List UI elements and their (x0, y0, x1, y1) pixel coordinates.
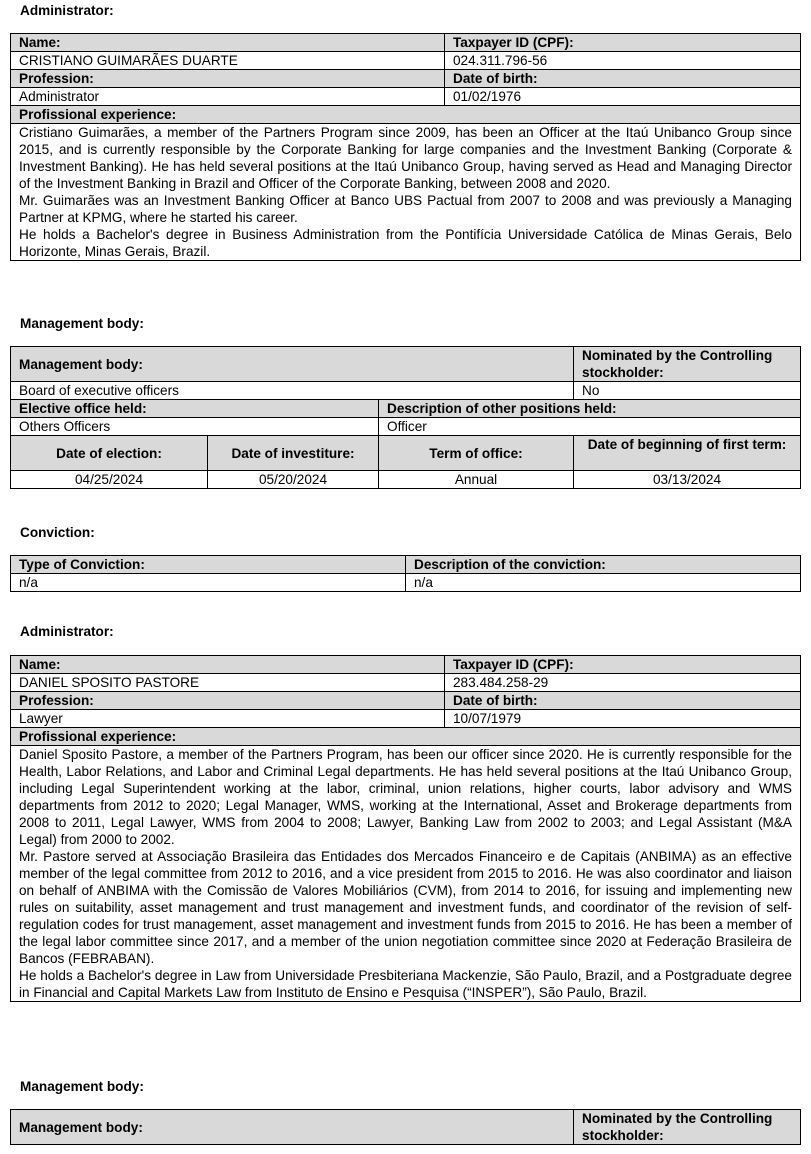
experience-label: Profissional experience: (11, 106, 801, 124)
cpf-label: Taxpayer ID (CPF): (445, 656, 801, 674)
profession-value: Lawyer (11, 710, 445, 728)
conviction-table (10, 555, 801, 592)
investiture-date-value: 05/20/2024 (208, 471, 379, 489)
nominated-value: No (574, 382, 801, 400)
other-positions-label: Description of other positions held: (379, 400, 801, 418)
conviction-description-label: Description of the conviction: (406, 556, 801, 574)
cpf-label: Taxpayer ID (CPF): (445, 34, 801, 52)
name-value: DANIEL SPOSITO PASTORE (11, 674, 445, 692)
name-value: CRISTIANO GUIMARÃES DUARTE (11, 52, 445, 70)
elective-office-value: Others Officers (11, 418, 379, 436)
section-title-administrator: Administrator: (20, 3, 114, 18)
administrator-table (10, 655, 801, 1002)
term-value: Annual (379, 471, 574, 489)
dob-label: Date of birth: (445, 692, 801, 710)
dob-value: 01/02/1976 (445, 88, 801, 106)
management-body-label: Management body: (11, 1110, 574, 1145)
section-title-conviction: Conviction: (20, 525, 95, 540)
management-body-value: Board of executive officers (11, 382, 574, 400)
dob-label: Date of birth: (445, 70, 801, 88)
experience-paragraph: Cristiano Guimarães, a member of the Partners Program since 2009, has been an Officer at the Itaú Unibanco Group since 2015, and is currently responsible by the Corporate Banking for large companies and the Investment Banking (Corporate & Investment Banking). He has held several positions at the Itaú Unibanco Group, having served as Head and Managing Director of the Investment Banking in Brazil and Officer of the Corporate Banking, between 2008 and 2020. (19, 125, 792, 191)
experience-text (11, 124, 801, 261)
conviction-description-value: n/a (406, 574, 801, 592)
management-body-table (10, 1109, 801, 1145)
section-title-management-body: Management body: (20, 316, 144, 331)
profession-value: Administrator (11, 88, 445, 106)
conviction-type-value: n/a (11, 574, 406, 592)
conviction-type-label: Type of Conviction: (11, 556, 406, 574)
nominated-label: Nominated by the Controlling stockholder: (574, 1110, 801, 1145)
experience-label: Profissional experience: (11, 728, 801, 746)
experience-paragraph: Daniel Sposito Pastore, a member of the Partners Program, has been our officer since 2020. He is currently responsible for the Health, Labor Relations, and Labor and Criminal Legal departments. He has held several positions at the Itaú Unibanco Group, including Legal Superintendent working at the labor, criminal, union relations, higher courts, labor advisory and WMS departments from 2012 to 2020; Legal Manager, WMS, working at the International, Asset and Brokerage departments from 2008 to 2011, Legal Lawyer, WMS from 2004 to 2008; Lawyer, Banking Law from 2002 to 2003; and Legal Assistant (M&A Legal) from 2000 to 2002. (19, 747, 792, 847)
elective-office-label: Elective office held: (11, 400, 379, 418)
experience-paragraph: He holds a Bachelor's degree in Business Administration from the Pontifícia Universidade Católica de Minas Gerais, Belo Horizonte, Minas Gerais, Brazil. (19, 227, 792, 259)
experience-paragraph: Mr. Guimarães was an Investment Banking Officer at Banco UBS Pactual from 2007 to 2008 and was previously a Managing Partner at KPMG, where he started his career. (19, 193, 792, 225)
profession-label: Profession: (11, 692, 445, 710)
first-term-value: 03/13/2024 (574, 471, 801, 489)
experience-paragraph: Mr. Pastore served at Associação Brasileira das Entidades dos Mercados Financeiro e de Capitais (ANBIMA) as an effective member of the legal committee from 2012 to 2016, and a vice president from 2015 to 2016. He was also coordinator and liaison on behalf of ANBIMA with the Comissão de Valores Mobiliários (CVM), from 2014 to 2016, for issuing and implementing new rules on suitability, asset management and trust management and investment funds, and coordinator of the revision of self-regulation codes for trust management, asset management and investment funds from 2015 to 2016. He has been a member of the legal labor committee since 2017, and a member of the union negotiation committee since 2020 at Federação Brasileira de Bancos (FEBRABAN). (19, 849, 792, 966)
name-label: Name: (11, 656, 445, 674)
management-body-label: Management body: (11, 347, 574, 382)
management-body-table (10, 346, 801, 489)
name-label: Name: (11, 34, 445, 52)
profession-label: Profession: (11, 70, 445, 88)
section-title-administrator: Administrator: (20, 624, 114, 639)
dob-value: 10/07/1979 (445, 710, 801, 728)
experience-paragraph: He holds a Bachelor's degree in Law from Universidade Presbiteriana Mackenzie, São Paulo, Brazil, and a Postgraduate degree in Financial and Capital Markets Law from Instituto de Ensino e Pesquisa (“INSPER”), São Paulo, Brazil. (19, 968, 792, 1000)
election-date-label: Date of election: (11, 436, 208, 471)
nominated-label: Nominated by the Controlling stockholder: (574, 347, 801, 382)
election-date-value: 04/25/2024 (11, 471, 208, 489)
other-positions-value: Officer (379, 418, 801, 436)
investiture-date-label: Date of investiture: (208, 436, 379, 471)
experience-text (11, 746, 801, 1002)
first-term-label: Date of beginning of first term: (574, 436, 801, 471)
section-title-management-body: Management body: (20, 1079, 144, 1094)
cpf-value: 283.484.258-29 (445, 674, 801, 692)
administrator-table (10, 33, 801, 261)
term-label: Term of office: (379, 436, 574, 471)
cpf-value: 024.311.796-56 (445, 52, 801, 70)
